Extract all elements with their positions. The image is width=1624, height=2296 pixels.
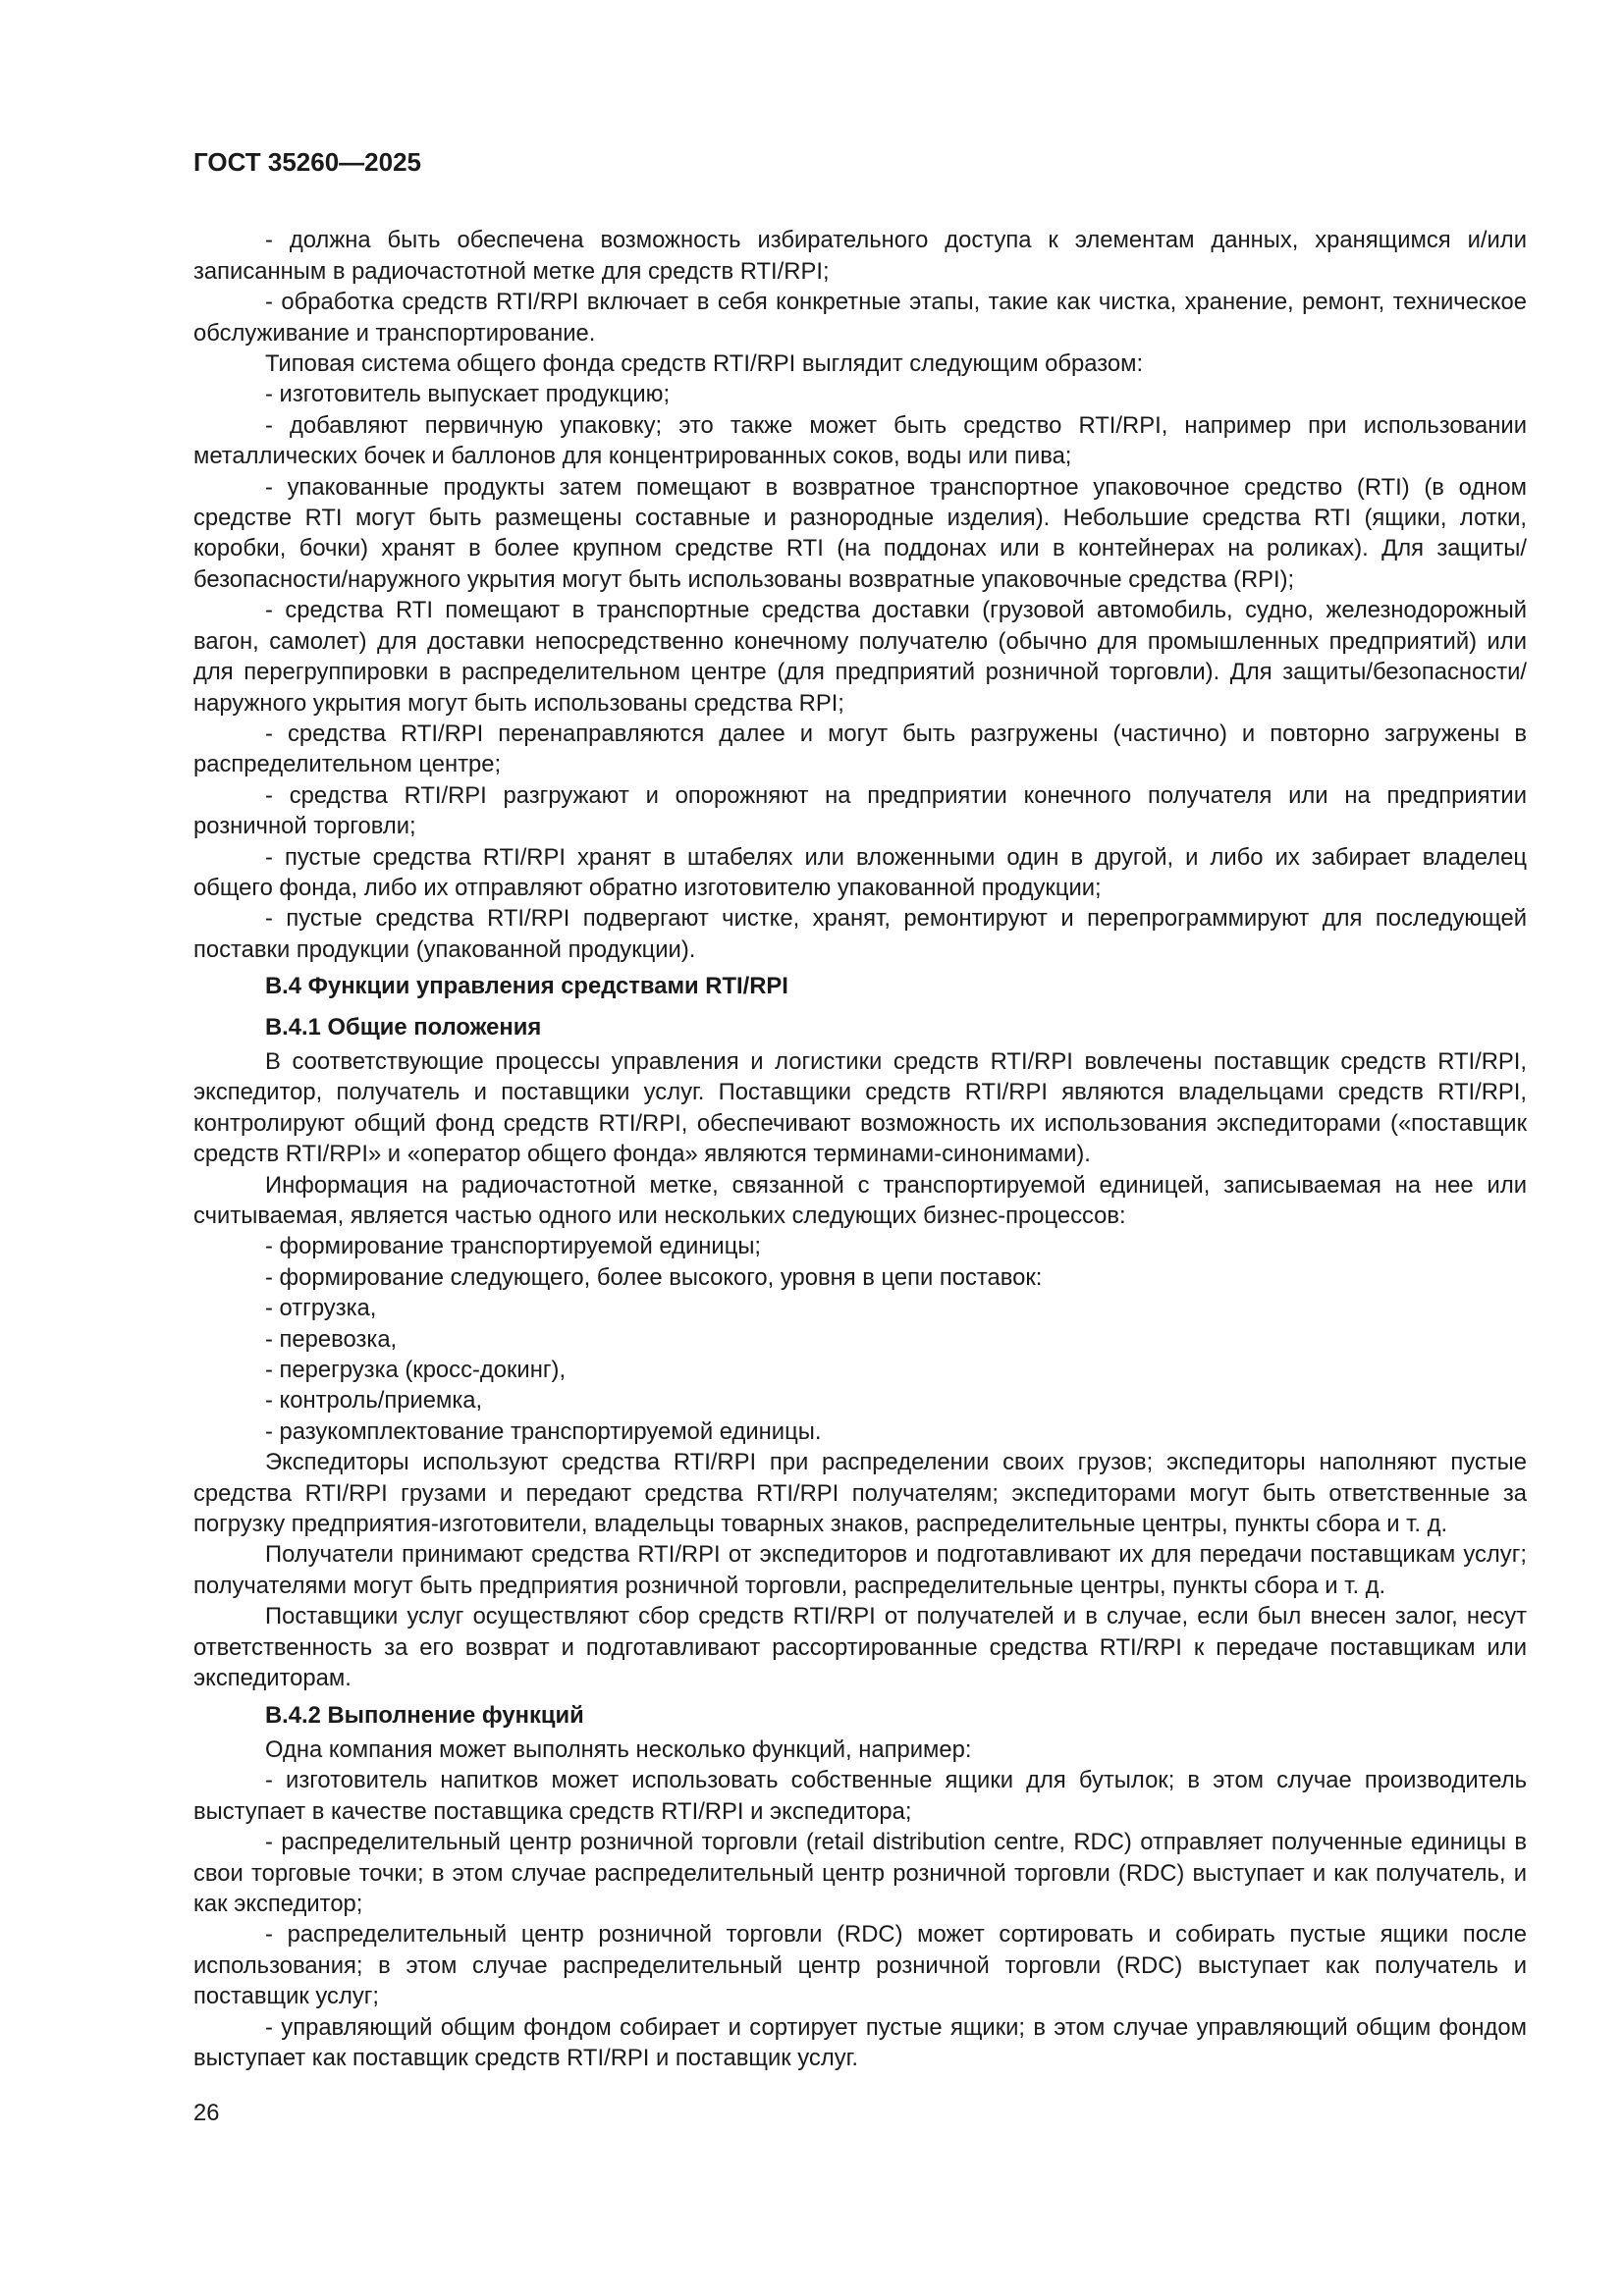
paragraph: - средства RTI/RPI разгружают и опорожняют на предприятии конечного получателя или на предприятии розничной торговли;	[193, 781, 1527, 840]
paragraph: - пустые средства RTI/RPI хранят в штабелях или вложенными один в другой, и либо их забирает владелец общего фонда, либо их отправляют обратно изготовителю упакованной продукции;	[193, 843, 1527, 901]
paragraph: - изготовитель выпускает продукцию;	[265, 381, 671, 408]
paragraph: - обработка средств RTI/RPI включает в себя конкретные этапы, такие как чистка, хранение, ремонт, техническое обслуживание и транспортирование.	[193, 289, 1527, 347]
paragraph: - формирование следующего, более высокого, уровня в цепи поставок:	[265, 1263, 1043, 1291]
document-page	[193, 147, 1527, 2073]
paragraph: - перегрузка (кросс-докинг),	[265, 1357, 567, 1384]
paragraph: - должна быть обеспечена возможность избирательного доступа к элементам данных, хранящимся и/или записанным в радиочастотной метке для средств RTI/RPI;	[193, 227, 1527, 285]
paragraph: - изготовитель напитков может использовать собственные ящики для бутылок; в этом случае производитель выступает в качестве поставщика средств RTI/RPI и экспедитора;	[193, 1767, 1527, 1825]
paragraph: Экспедиторы используют средства RTI/RPI при распределении своих грузов; экспедиторы наполняют пустые средства RTI/RPI грузами и передают средства RTI/RPI получателям; экспедиторами могут быть ответственные за погрузку предприятия-изготовители, владельцы товарных знаков, распределительные центры, пункты сбора и т. д.	[193, 1449, 1527, 1538]
paragraph: - упакованные продукты затем помещают в возвратное транспортное упаковочное средство (RTI) (в одном средстве RTI могут быть размещены составные и разнородные изделия). Небольшие средства RTI (ящики, лотки, коробки, бочки) хранят в более крупном средстве RTI (на поддонах или в контейнерах на роликах). Для защиты/безопасности/наружного укрытия могут быть использованы возвратные упаковочные средства (RPI);	[193, 473, 1527, 593]
paragraph: - средства RTI помещают в транспортные средства доставки (грузовой автомобиль, судно, железнодорожный вагон, самолет) для доставки непосредственно конечному получателю (обычно для промышленных предприятий) или для перегруппировки в распределительном центре (для предприятий розничной торговли). Для защиты/безопасности/наружного укрытия могут быть использованы средства RPI;	[193, 597, 1527, 717]
paragraph: - распределительный центр розничной торговли (RDC) может сортировать и собирать пустые ящики после использования; в этом случае распределительный центр розничной торговли (RDC) выступает как получатель и поставщик услуг;	[193, 1921, 1527, 2010]
paragraph: Получатели принимают средства RTI/RPI от экспедиторов и подготавливают их для передачи поставщикам услуг; получателями могут быть предприятия розничной торговли, распределительные центры, пункты сбора и т. д.	[193, 1541, 1527, 1599]
paragraph: Поставщики услуг осуществляют сбор средств RTI/RPI от получателей и в случае, если был внесен залог, несут ответственность за его возврат и подготавливают рассортированные средства RTI/RPI к передаче поставщикам или экспедиторам.	[193, 1603, 1527, 1692]
paragraph: Типовая система общего фонда средств RTI/RPI выглядит следующим образом:	[265, 350, 1144, 378]
paragraph: - пустые средства RTI/RPI подвергают чистке, хранят, ремонтируют и перепрограммируют для последующей поставки продукции (упакованной продукции).	[193, 905, 1527, 963]
document-body	[193, 225, 1527, 2073]
section-heading: В.4.2 Выполнение функций	[265, 1701, 584, 1729]
paragraph: - средства RTI/RPI перенаправляются далее и могут быть разгружены (частично) и повторно загружены в распределительном центре;	[193, 720, 1527, 778]
page-number: 26	[193, 2100, 220, 2126]
paragraph: В соответствующие процессы управления и логистики средств RTI/RPI вовлечены поставщик средств RTI/RPI, экспедитор, получатель и поставщики услуг. Поставщики средств RTI/RPI являются владельцами средств RTI/RPI, контролируют общий фонд средств RTI/RPI, обеспечивают возможность их использования экспедиторами («поставщик средств RTI/RPI» и «оператор общего фонда» являются терминами-синонимами).	[193, 1047, 1527, 1168]
paragraph: Одна компания может выполнять несколько функций, например:	[265, 1735, 972, 1763]
section-heading: В.4.1 Общие положения	[265, 1013, 542, 1041]
paragraph: - формирование транспортируемой единицы;	[265, 1233, 762, 1260]
paragraph: - контроль/приемка,	[265, 1387, 483, 1415]
section-heading: В.4 Функции управления средствами RTI/RPI	[265, 973, 788, 1000]
paragraph: Информация на радиочастотной метке, связанной с транспортируемой единицей, записываемая на нее или считываемая, является частью одного или нескольких следующих бизнес-процессов:	[193, 1171, 1527, 1229]
paragraph: - распределительный центр розничной торговли (retail distribution centre, RDC) отправляет полученные единицы в свои торговые точки; в этом случае распределительный центр розничной торговли (RDC) выступает и как получатель, и как экспедитор;	[193, 1829, 1527, 1917]
paragraph: - управляющий общим фондом собирает и сортирует пустые ящики; в этом случае управляющий общим фондом выступает как поставщик средств RTI/RPI и поставщик услуг.	[193, 2013, 1527, 2071]
paragraph: - отгрузка,	[265, 1295, 377, 1322]
document-header: ГОСТ 35260—2025	[193, 147, 421, 177]
paragraph: - разукомплектование транспортируемой единицы.	[265, 1417, 822, 1445]
paragraph: - добавляют первичную упаковку; это также может быть средство RTI/RPI, например при использовании металлических бочек и баллонов для концентрированных соков, воды или пива;	[193, 411, 1527, 470]
paragraph: - перевозка,	[265, 1325, 398, 1353]
